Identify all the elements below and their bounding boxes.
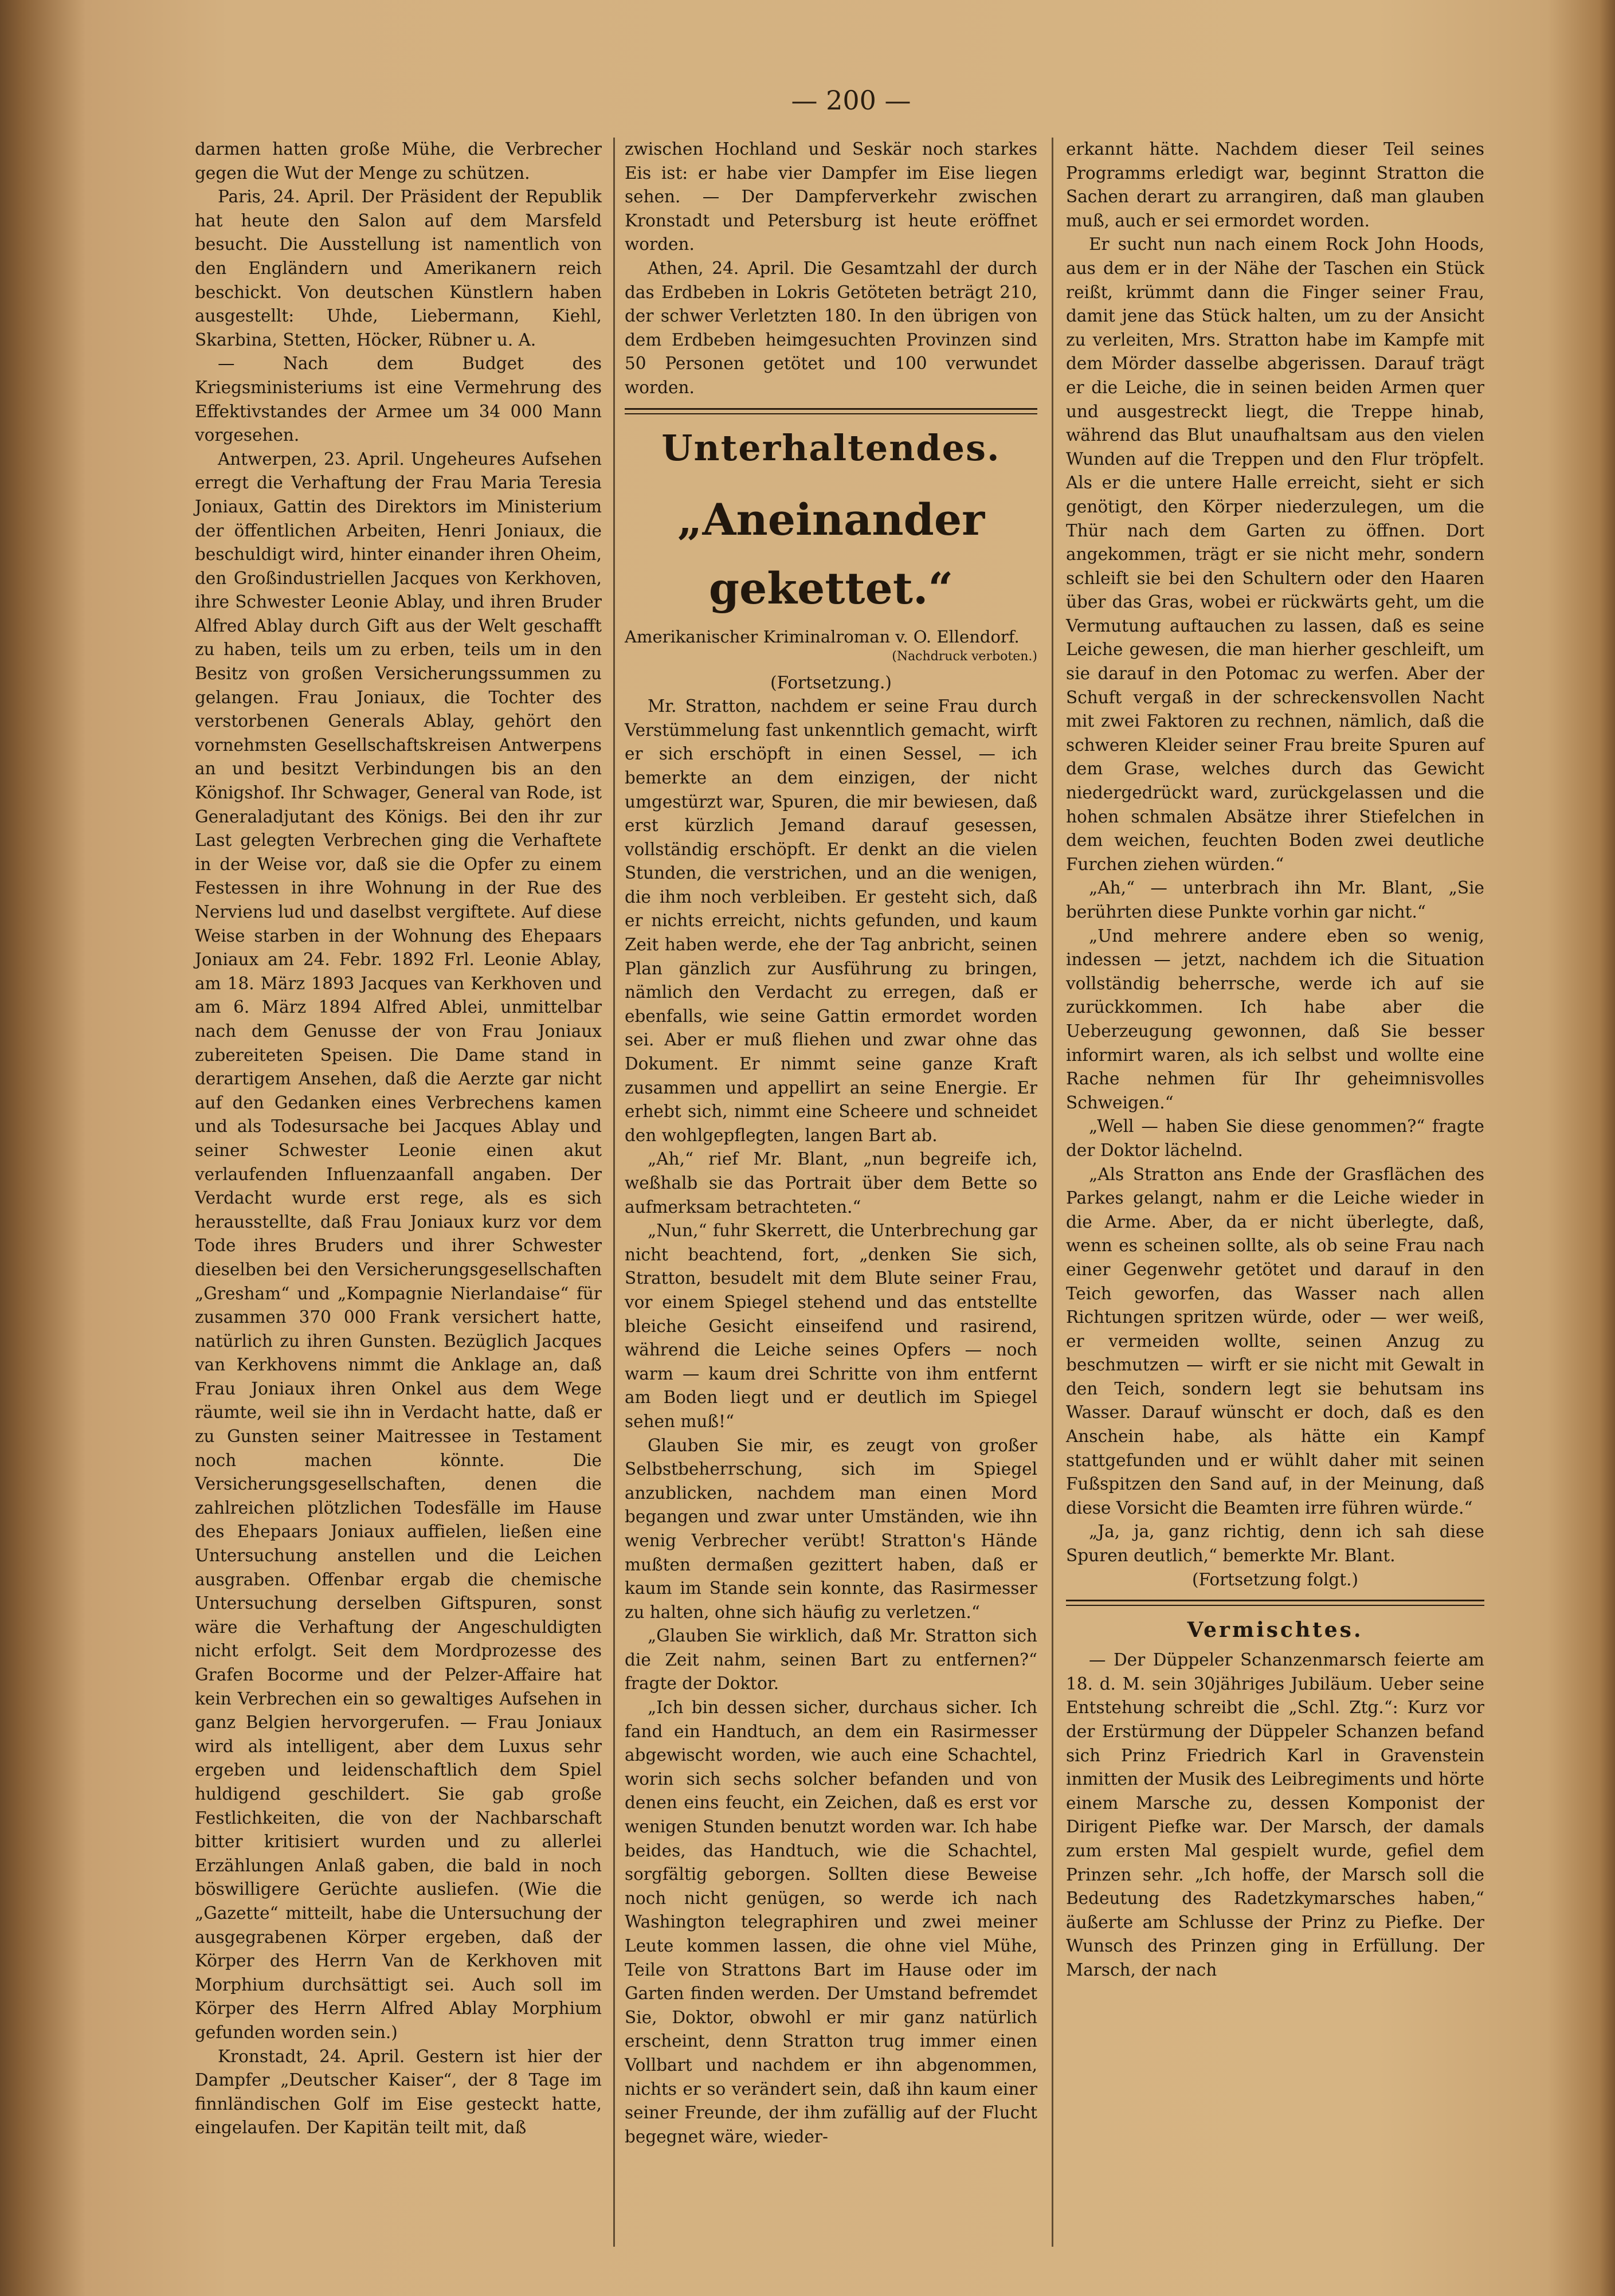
news-paragraph: Athen, 24. April. Die Gesamtzahl der durch das Erdbeben in Lokris Getöteten beträgt 210, der schwer Verletzten 180. In den übrigen von dem Erdbeben heimgesuchten Provinzen sind 50 Personen getötet und 100 verwundet worden. [625, 258, 1037, 397]
novel-paragraph: „Ah,“ rief Mr. Blant, „nun begreife ich, weßhalb sie das Portrait über dem Bette so aufmerksam betrachteten.“ [625, 1149, 1037, 1217]
section-title-unterhaltendes: Unterhaltendes. [661, 426, 1001, 469]
continuation-label: (Fortsetzung.) [770, 672, 892, 692]
article-paragraph: darmen hatten große Mühe, die Verbrecher gegen die Wut der Menge zu schützen. [195, 139, 602, 183]
novel-paragraph: „Glauben Sie wirklich, daß Mr. Stratton sich die Zeit nahm, seinen Bart zu entfernen?“ fragte der Doktor. [625, 1626, 1037, 1694]
novel-paragraph: „Als Stratton ans Ende der Grasflächen des Parkes gelangt, nahm er die Leiche wieder in die Arme. Aber, da er nicht überlegte, daß, wenn es scheinen sollte, als ob seine Frau nach einer Gegenwehr getötet und darauf in den Teich geworfen, das Wasser nach allen Richtungen spritzen würde, oder — wer weiß, er vermeiden wollte, seinen Anzug zu beschmutzen — wirft er sie nicht mit Gewalt in den Teich, sondern legt sie behutsam ins Wasser. Darauf wünscht er doch, daß es den Anschein habe, als hätte ein Kampf stattgefunden und er wühlt daher mit seinen Fußspitzen den Sand auf, in der Meinung, daß diese Vorsicht die Beamten irre führen würde.“ [1066, 1164, 1484, 1518]
novel-subtitle: Amerikanischer Kriminalroman v. O. Ellendorf. [625, 626, 1020, 647]
column-rule-left [613, 138, 615, 2247]
novel-paragraph: „Und mehrere andere eben so wenig, indessen — jetzt, nachdem ich die Situation vollständig beherrsche, werde ich auf sie zurückkommen. Ich habe aber die Ueberzeugung gewonnen, daß Sie besser informirt waren, als ich selbst und wollte eine Rache nehmen für Ihr geheimnisvolles Schweigen.“ [1066, 926, 1484, 1112]
novel-paragraph: Mr. Stratton, nachdem er seine Frau durch Verstümmelung fast unkenntlich gemacht, wirft er sich erschöpft in einen Sessel, — ich bemerkte an dem einzigen, der nicht umgestürzt war, Spuren, die mir bewiesen, daß erst kürzlich Jemand darauf gesessen, vollständig erschöpft. Er denkt an die vielen Stunden, die verstrichen, und an die wenigen, die ihm noch verbleiben. Er gesteht sich, daß er nichts erreicht, nichts gefunden, und kaum Zeit haben werde, ehe der Tag anbricht, seinen Plan gänzlich zur Ausführung zu bringen, nämlich den Verdacht zu erregen, daß er ebenfalls, wie seine Gattin ermordet worden sei. Aber er muß fliehen und zwar ohne das Dokument. Er nimmt seine ganze Kraft zusammen und appellirt an seine Energie. Er erhebt sich, nimmt eine Scheere und schneidet den wohlgepflegten, langen Bart ab. [625, 696, 1037, 1145]
section-title-vermischtes: Vermischtes. [1187, 1618, 1363, 1643]
article-paragraph: Antwerpen, 23. April. Ungeheures Aufsehen erregt die Verhaftung der Frau Maria Teresia Joniaux, Gattin des Direktors im Ministerium der öffentlichen Arbeiten, Henri Joniaux, die beschuldigt wird, hinter einander ihren Oheim, den Großindustriellen Jacques von Kerkhoven, ihre Schwester Leonie Ablay, und ihren Bruder Alfred Ablay durch Gift aus der Welt geschafft zu haben, teils um zu erben, teils um in den Besitz von großen Versicherungssummen zu gelangen. Frau Joniaux, die Tochter des verstorbenen Generals Ablay, gehört den vornehmsten Gesellschaftskreisen Antwerpens an und besitzt Verbindungen bis an den Königshof. Ihr Schwager, General van Rode, ist Generaladjutant des Königs. Bei den ihr zur Last gelegten Verbrechen ging die Verhaftete in der Weise vor, daß sie die Opfer zu einem Festessen in ihre Wohnung in der Rue des Nerviens lud und daselbst vergiftete. Auf diese Weise starben in der Wohnung des Ehepaars Joniaux am 24. Febr. 1892 Frl. Leonie Ablay, am 18. März 1893 Jacques van Kerkhoven und am 6. März 1894 Alfred Ablei, unmittelbar nach dem Genusse der von Frau Joniaux zubereiteten Speisen. Die Dame stand in derartigem Ansehen, daß die Aerzte gar nicht auf den Gedanken eines Verbrechens kamen und als Todesursache bei Jacques Ablay und seiner Schwester Leonie einen akut verlaufenden Influenzaanfall angaben. Der Verdacht wurde erst rege, als es sich herausstellte, daß Frau Joniaux kurz vor dem Tode ihres Bruders und ihrer Schwester dieselben bei den Versicherungsgesellschaften „Gresham“ und „Kompagnie Nierlandaise“ für zusammen 370 000 Frank versichert hatte, natürlich zu ihren Gunsten. Bezüglich Jacques van Kerkhovens nimmt die Anklage an, daß Frau Joniaux ihren Onkel aus dem Wege räumte, weil sie ihn in Verdacht hatte, daß er zu Gunsten seiner Maitressee in Testament noch machen könnte. Die Versicherungsgesellschaften, denen die zahlreichen plötzlichen Todesfälle im Hause des Ehepaars Joniaux auffielen, ließen eine Untersuchung anstellen und die Leichen ausgraben. Offenbar ergab die chemische Untersuchung derselben Giftspuren, sonst wäre die Verhaftung der Angeschuldigten nicht erfolgt. Seit dem Mordprozesse des Grafen Bocorme und der Pelzer-Affaire hat kein Verbrechen ein so gewaltiges Aufsehen in ganz Belgien hervorgerufen. — Frau Joniaux wird als intelligent, aber dem Luxus sehr ergeben und leidenschaftlich dem Spiel huldigend geschildert. Sie gab große Festlichkeiten, die von der Nachbarschaft bitter kritisiert wurden und zu allerlei Erzählungen Anlaß gaben, die bald in noch böswilligere Gerüchte ausliefen. (Wie die „Gazette“ mitteilt, habe die Untersuchung der ausgegrabenen Körper ergeben, daß der Körper des Herrn Van de Kerkhoven mit Morphium durchsättigt sei. Auch soll im Körper des Herrn Alfred Ablay Morphium gefunden worden sein.) [195, 449, 602, 2042]
novel-paragraph: „Nun,“ fuhr Skerrett, die Unterbrechung gar nicht beachtend, fort, „denken Sie sich, Stratton, besudelt mit dem Blute seiner Frau, vor einem Spiegel stehend und das entstellte bleiche Gesicht einseifend und rasirend, während die Leiche seines Opfers — noch warm — kaum drei Schritte von ihm entfernt am Boden liegt und er deutlich im Spiegel sehen muß!“ [625, 1221, 1037, 1431]
column-2 [625, 138, 1037, 2149]
novel-paragraph: „Well — haben Sie diese genommen?“ fragte der Doktor lächelnd. [1066, 1116, 1484, 1160]
novel-title: „Aneinander gekettet.“ [677, 493, 985, 614]
column-3 [1066, 138, 1484, 1982]
column-rule-right [1052, 138, 1053, 2247]
novel-paragraph: Glauben Sie mir, es zeugt von großer Selbstbeherrschung, sich im Spiegel anzublicken, nachdem man einen Mord begangen und zwar unter Umständen, wie ihn wenig Verbrecher verübt! Stratton's Hände mußten dermaßen gezittert haben, daß er kaum im Stande sein konnte, das Rasirmesser zu halten, ohne sich häufig zu verletzen.“ [625, 1435, 1037, 1622]
novel-paragraph: „Ah,“ — unterbrach ihn Mr. Blant, „Sie berührten diese Punkte vorhin gar nicht.“ [1066, 878, 1484, 922]
page-number: — 200 — [791, 85, 911, 116]
novel-paragraph: „Ja, ja, ganz richtig, denn ich sah diese Spuren deutlich,“ bemerkte Mr. Blant. [1066, 1522, 1484, 1566]
section-divider [1066, 1600, 1484, 1606]
article-paragraph: Kronstadt, 24. April. Gestern ist hier der Dampfer „Deutscher Kaiser“, der 8 Tage im finnländischen Golf im Eise gesteckt hatte, eingelaufen. Der Kapitän teilt mit, daß [195, 2046, 602, 2138]
reprint-note: (Nachdruck verboten.) [892, 649, 1037, 664]
article-paragraph: Paris, 24. April. Der Präsident der Republik hat heute den Salon auf dem Marsfeld besucht. Die Ausstellung ist namentlich von den Engländern und Amerikanern reich beschickt. Von deutschen Künstlern haben ausgestellt: Uhde, Liebermann, Kiehl, Skarbina, Stetten, Höcker, Rübner u. A. [195, 187, 602, 350]
novel-paragraph: „Ich bin dessen sicher, durchaus sicher. Ich fand ein Handtuch, an dem ein Rasirmesser abgewischt worden, wie auch eine Schachtel, worin sich sechs solcher befanden und von denen eins feucht, ein Zeichen, daß es erst vor wenigen Stunden benutzt worden war. Ich habe beides, das Handtuch, wie die Schachtel, sorgfältig geborgen. Sollten diese Beweise noch nicht genügen, so werde ich nach Washington telegraphiren und zwei meiner Leute kommen lassen, die ohne viel Mühe, Teile von Strattons Bart im Hause oder im Garten finden werden. Der Umstand befremdet Sie, Doktor, obwohl er mir ganz natürlich erscheint, denn Stratton trug immer einen Vollbart und nachdem er ihn abgenommen, nichts er so verändert sein, daß ihn kaum einer seiner Freunde, der ihm zufällig auf der Flucht begegnet wäre, wieder- [625, 1698, 1037, 2146]
section-divider [625, 408, 1037, 414]
column-1 [195, 138, 602, 2140]
to-be-continued: (Fortsetzung folgt.) [1191, 1569, 1359, 1589]
news-paragraph: zwischen Hochland und Seskär noch starkes Eis ist: er habe vier Dampfer im Eise liegen sehen. — Der Dampferverkehr zwischen Kronstadt und Petersburg ist heute eröffnet worden. [625, 139, 1037, 254]
vermischtes-paragraph: — Der Düppeler Schanzenmarsch feierte am 18. d. M. sein 30jähriges Jubiläum. Ueber seine Entstehung schreibt die „Schl. Ztg.“: Kurz vor der Erstürmung der Düppeler Schanzen befand sich Prinz Friedrich Karl in Gravenstein inmitten der Musik des Leibregiments und hörte einem Marsche zu, dessen Komponist der Dirigent Piefke war. Der Marsch, der damals zum ersten Mal gespielt wurde, gefiel dem Prinzen sehr. „Ich hoffe, der Marsch soll die Bedeutung des Radetzkymarsches haben,“ äußerte am Schlusse der Prinz zu Piefke. Der Wunsch des Prinzen ging in Erfüllung. Der Marsch, der nach [1066, 1650, 1484, 1980]
newspaper-page [172, 75, 1530, 2264]
novel-paragraph: Er sucht nun nach einem Rock John Hoods, aus dem er in der Nähe der Taschen ein Stück reißt, krümmt dann die Finger seiner Frau, damit jene das Stück halten, um zu der Ansicht zu verleiten, Mrs. Stratton habe im Kampfe mit dem Mörder dasselbe abgerissen. Darauf trägt er die Leiche, die in seinen beiden Armen quer und ausgestreckt liegt, die Treppe hinab, während das Blut unaufhaltsam aus den vielen Wunden auf die Treppen und den Flur tröpfelt. Als er die untere Halle erreicht, sieht er sich genötigt, den Körper niederzulegen, um die Thür nach dem Garten zu öffnen. Dort angekommen, trägt er sie nicht mehr, sondern schleift sie bei den Schultern oder den Haaren über das Gras, wobei er rückwärts geht, um die Vermutung auftauchen zu lassen, daß es seine Leiche gewesen, die man hierher geschleift, um sie darauf in den Potomac zu werfen. Aber der Schuft vergaß in der schreckensvollen Nacht mit zwei Faktoren zu rechnen, nämlich, daß die schweren Kleider seiner Frau breite Spuren auf dem Grase, welches durch das Gewicht niedergedrückt ward, zurückgelassen und die hohen schmalen Absätze ihrer Stiefelchen in dem weichen, feuchten Boden zwei deutliche Furchen ziehen würden.“ [1066, 234, 1484, 874]
article-paragraph: — Nach dem Budget des Kriegsministeriums ist eine Vermehrung des Effektivstandes der Armee um 34 000 Mann vorgesehen. [195, 354, 602, 445]
novel-paragraph: erkannt hätte. Nachdem dieser Teil seines Programms erledigt war, beginnt Stratton die Sachen derart zu arrangiren, daß man glauben muß, auch er sei ermordet worden. [1066, 139, 1484, 230]
